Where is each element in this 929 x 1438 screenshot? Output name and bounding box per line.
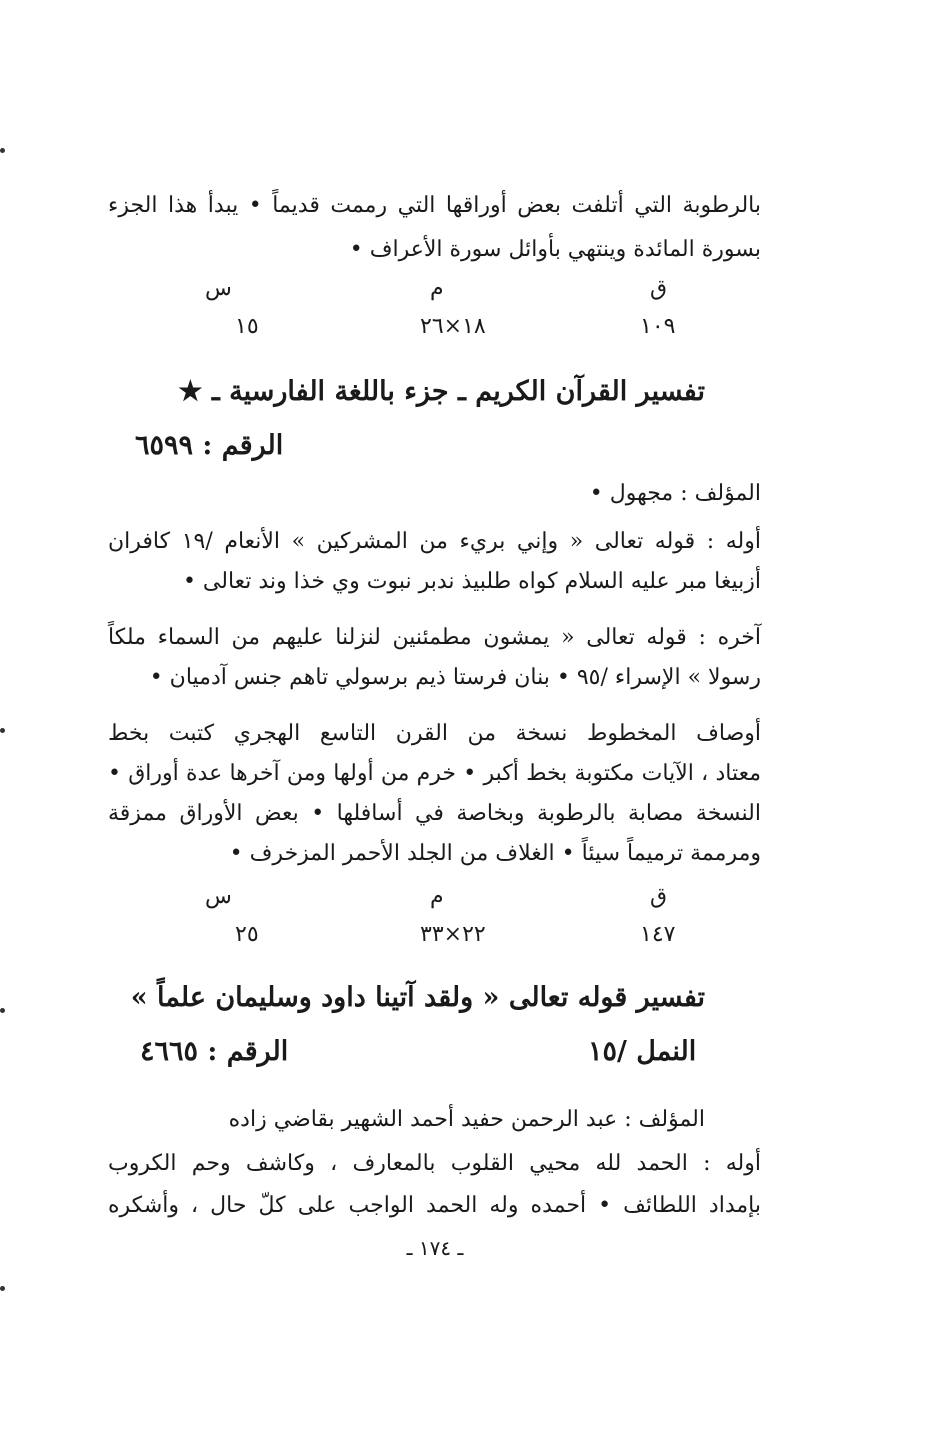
description-line: أوصاف المخطوط نسخة من القرن التاسع الهجري كتبت بخط [108,721,761,746]
meta-value-folios: ١٤٧ [640,922,676,947]
author-line: المؤلف : مجهول • [589,481,761,506]
margin-dot [0,148,5,153]
meta-label-lines: س [205,276,232,301]
ending-line: آخره : قوله تعالى « يمشون مطمئنين لنزلنا عليهم من السماء ملكاً [108,625,761,650]
meta-value-size: ١٨×٢٦ [420,314,486,339]
description-line: معتاد ، الآيات مكتوبة بخط أكبر • خرم من أولها ومن آخرها عدة أوراق • [108,761,762,786]
meta-value-lines: ١٥ [235,314,259,339]
meta-label-folios: ق [650,884,668,909]
description-line: ومرممة ترميماً سيئاً • الغلاف من الجلد الأحمر المزخرف • [229,841,761,866]
meta-value-lines: ٢٥ [235,922,259,947]
margin-dot [0,1286,5,1291]
margin-dot [0,1008,5,1013]
entry-title: تفسير القرآن الكريم ـ جزء باللغة الفارسية ـ ★ [178,376,705,407]
text-line: بسورة المائدة وينتهي بأوائل سورة الأعراف • [349,237,761,262]
manuscript-number: الرقم : ٦٥٩٩ [135,430,284,461]
page-number: ـ ١٧٤ ـ [406,1236,464,1260]
meta-label-size: م [430,884,444,909]
manuscript-number: الرقم : ٤٦٦٥ [140,1036,289,1067]
text-line: بالرطوبة التي أتلفت بعض أوراقها التي رممت قديماً • يبدأ هذا الجزء [108,193,761,218]
ending-line: رسولا » الإسراء /٩٥ • بنان فرستا ذيم برسولي تاهم جنس آدميان • [149,665,761,690]
surah-reference: النمل /١٥ [588,1036,697,1067]
opening-line: أزبيغا مبر عليه السلام كواه طلبيذ ندبر نبوت وي خذا وند تعالى • [182,569,761,594]
opening-line: أوله : قوله تعالى « وإني بريء من المشركين » الأنعام /١٩ كافران [108,529,761,554]
margin-dot [0,728,5,733]
description-line: النسخة مصابة بالرطوبة وبخاصة في أسافلها • بعض الأوراق ممزقة [108,801,761,826]
author-line: المؤلف : عبد الرحمن حفيد أحمد الشهير بقاضي زاده [228,1107,705,1132]
entry-title: تفسير قوله تعالى « ولقد آتينا داود وسليمان علماً » [130,982,705,1013]
meta-label-lines: س [205,884,232,909]
opening-line: أوله : الحمد لله محيي القلوب بالمعارف ، وكاشف وحم الكروب [108,1151,761,1176]
meta-value-folios: ١٠٩ [640,314,676,339]
opening-line: بإمداد اللطائف • أحمده وله الحمد الواجب على كلّ حال ، وأشكره [108,1193,761,1218]
meta-label-folios: ق [650,276,668,301]
meta-label-size: م [430,276,444,301]
meta-value-size: ٢٢×٣٣ [420,922,486,947]
